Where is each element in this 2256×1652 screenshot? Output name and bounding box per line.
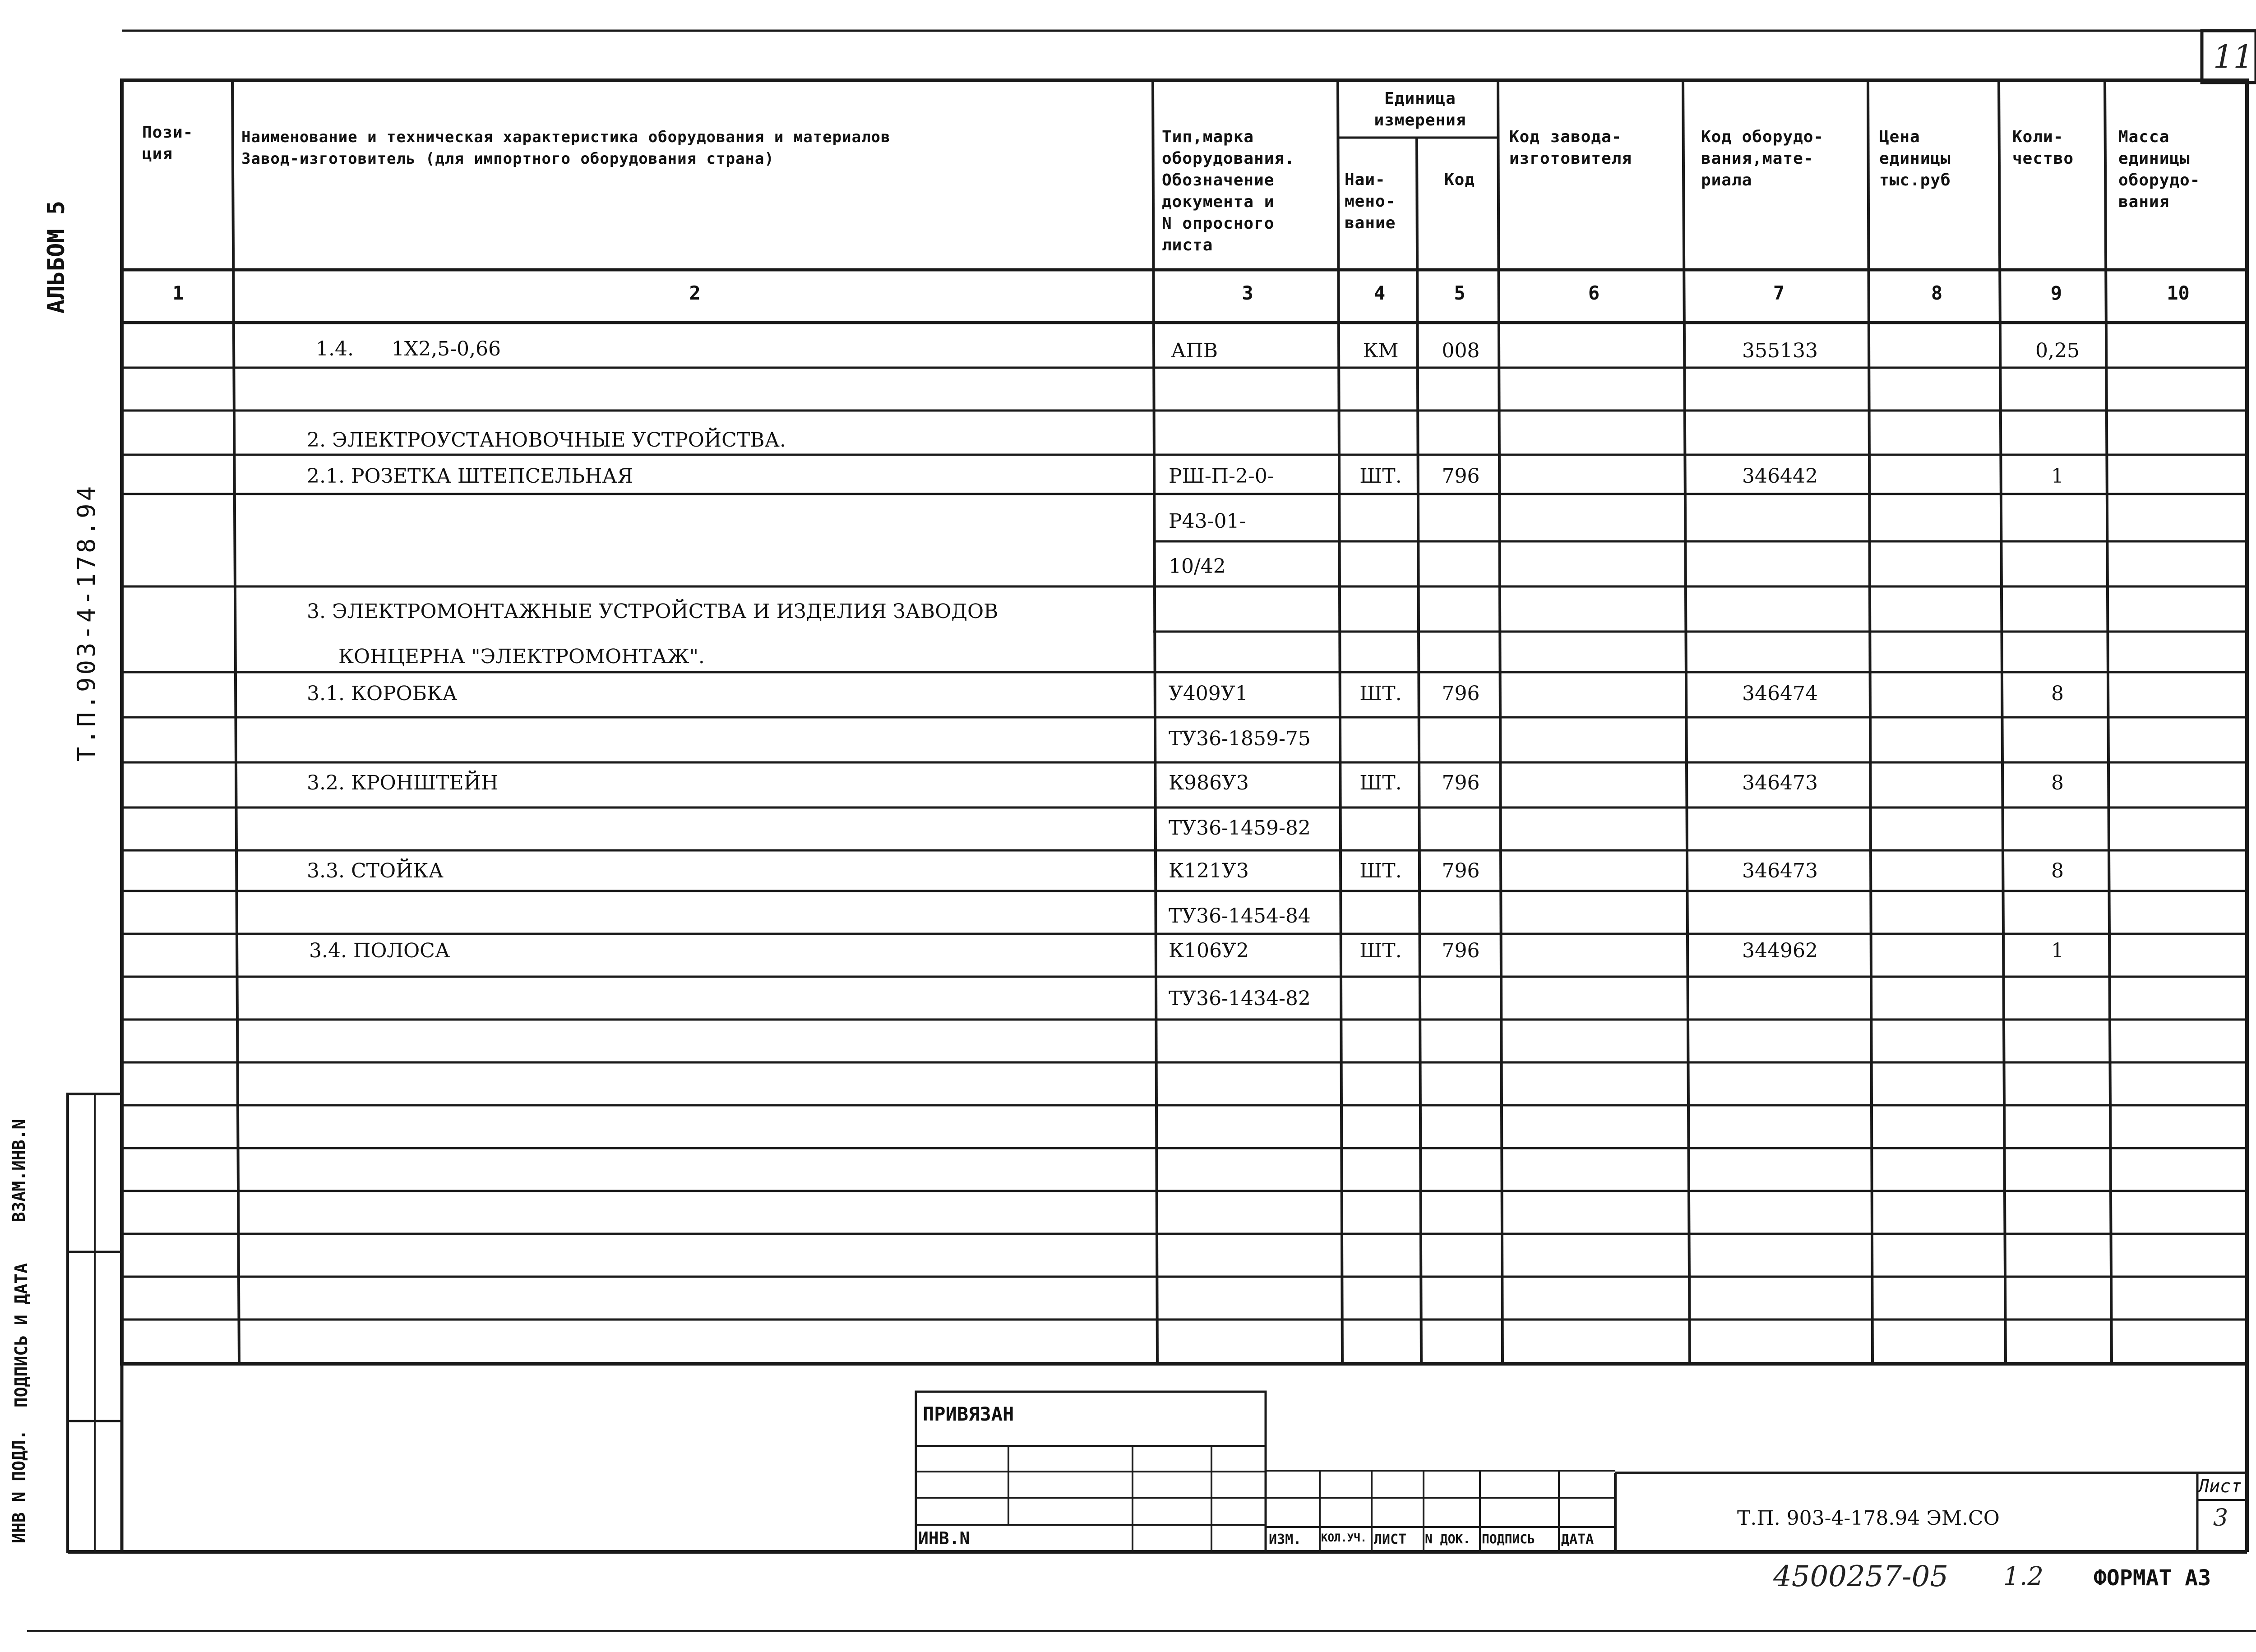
header-unit-name: Наи- мено- вание: [1345, 171, 1396, 232]
item-type: У409У1: [1169, 682, 1248, 705]
item-unit-code: 796: [1442, 465, 1480, 488]
item-type: ТУ36-1859-75: [1169, 727, 1311, 750]
item-quantity: 8: [2051, 771, 2064, 794]
item-unit: ШТ.: [1359, 939, 1402, 962]
item-unit-code: 796: [1442, 859, 1480, 882]
column-number: 7: [1773, 282, 1785, 304]
handwritten-number: 4500257-05: [1773, 1560, 1949, 1593]
section-title: 2. ЭЛЕКТРОУСТАНОВОЧНЫЕ УСТРОЙСТВА.: [307, 429, 786, 452]
item-unit: КМ: [1363, 339, 1399, 362]
item-type: Р43-01-: [1169, 510, 1246, 533]
column-number: 3: [1242, 282, 1253, 304]
item-quantity: 1: [2051, 939, 2064, 962]
item-equipment-code: 346473: [1742, 771, 1818, 794]
item-name: 3.4. ПОЛОСА: [309, 939, 450, 962]
item-name: 3.1. КОРОБКА: [307, 682, 458, 705]
item-name: 2.1. РОЗЕТКА ШТЕПСЕЛЬНАЯ: [307, 465, 633, 488]
inventory-number-label: ИНВ.N: [918, 1528, 970, 1548]
item-quantity: 8: [2051, 682, 2064, 705]
column-number: 1: [172, 282, 184, 304]
item-equipment-code: 344962: [1742, 939, 1818, 962]
column-number: 2: [689, 282, 701, 304]
item-unit-code: 796: [1442, 682, 1480, 705]
column-number: 8: [1931, 282, 1943, 304]
item-quantity: 0,25: [2035, 339, 2080, 362]
list-value: 3: [2213, 1504, 2228, 1532]
side-label-replaced-inv: ВЗАМ.ИНВ.N: [9, 1119, 29, 1223]
change-log-label: КОЛ.УЧ.: [1321, 1532, 1367, 1544]
list-label: Лист: [2198, 1476, 2242, 1497]
header-unit: Единица измерения: [1374, 89, 1466, 129]
item-unit: ШТ.: [1359, 465, 1402, 488]
header-type: Тип,марка оборудования. Обозначение документа и N опросного листа: [1162, 128, 1295, 254]
sheet-number: 11: [2213, 38, 2254, 75]
column-number: 9: [2050, 282, 2062, 304]
item-name: 1.4. 1X2,5-0,66: [316, 337, 501, 360]
item-equipment-code: 346474: [1742, 682, 1818, 705]
change-log-label: ПОДПИСЬ: [1482, 1532, 1535, 1546]
header-unit-code: Код: [1444, 171, 1475, 189]
item-type: ТУ36-1434-82: [1169, 987, 1311, 1010]
change-log-label: ДАТА: [1561, 1532, 1594, 1547]
document-title: Т.П. 903-4-178.94 ЭМ.СО: [1737, 1507, 2000, 1530]
header-quantity: Коли- чество: [2012, 128, 2074, 168]
album-label: АЛЬБОМ 5: [43, 200, 70, 314]
section-title: КОНЦЕРНА "ЭЛЕКТРОМОНТАЖ".: [338, 645, 705, 668]
item-unit: ШТ.: [1359, 859, 1402, 882]
header-name: Наименование и техническая характеристика оборудования и материалов Завод-изготовитель (для импортного оборудования страна): [241, 128, 891, 168]
header-mass: Масса единицы оборудо- вания: [2118, 128, 2201, 211]
item-type: К121У3: [1169, 859, 1249, 882]
item-type: ТУ36-1454-84: [1169, 904, 1311, 928]
item-type: К986У3: [1169, 771, 1249, 794]
item-unit: ШТ.: [1359, 682, 1402, 705]
change-log-label: N ДОК.: [1425, 1532, 1471, 1546]
item-unit-code: 008: [1442, 339, 1480, 362]
item-type: РШ-П-2-0-: [1169, 465, 1274, 488]
privyazan-label: ПРИВЯЗАН: [923, 1403, 1014, 1425]
header-position: Пози- ция: [142, 123, 194, 163]
change-log-label: ЛИСТ: [1374, 1532, 1407, 1547]
item-type: ТУ36-1459-82: [1169, 817, 1311, 840]
change-log-label: ИЗМ.: [1269, 1532, 1302, 1547]
item-name: 3.3. СТОЙКА: [307, 859, 444, 882]
column-number: 10: [2167, 282, 2190, 304]
item-equipment-code: 346473: [1742, 859, 1818, 882]
item-type: АПВ: [1171, 339, 1218, 362]
item-name: 3.2. КРОНШТЕЙН: [307, 771, 499, 794]
item-equipment-code: 355133: [1742, 339, 1818, 362]
section-title: 3. ЭЛЕКТРОМОНТАЖНЫЕ УСТРОЙСТВА И ИЗДЕЛИЯ ЗАВОДОВ: [307, 600, 999, 623]
side-label-original-inv: ИНВ N ПОДЛ.: [9, 1430, 29, 1543]
header-factory-code: Код завода- изготовителя: [1509, 128, 1632, 168]
item-type: К106У2: [1169, 939, 1249, 962]
item-unit-code: 796: [1442, 771, 1480, 794]
item-quantity: 8: [2051, 859, 2064, 882]
header-equipment-code: Код оборудо- вания,мате- риала: [1701, 128, 1824, 189]
handwritten-revision: 1.2: [2003, 1562, 2044, 1591]
item-equipment-code: 346442: [1742, 465, 1818, 488]
format-label: ФОРМАТ А3: [2094, 1565, 2211, 1591]
column-number: 5: [1454, 282, 1465, 304]
column-number: 6: [1588, 282, 1600, 304]
column-number: 4: [1373, 282, 1386, 304]
side-label-signature-date: ПОДПИСЬ И ДАТА: [11, 1263, 31, 1408]
item-quantity: 1: [2051, 465, 2064, 488]
item-type: 10/42: [1169, 555, 1226, 578]
item-unit-code: 796: [1442, 939, 1480, 962]
header-price: Цена единицы тыс.руб: [1879, 128, 1951, 189]
item-unit: ШТ.: [1359, 771, 1402, 794]
project-code-vertical: Т.П.903-4-178.94: [72, 483, 101, 762]
